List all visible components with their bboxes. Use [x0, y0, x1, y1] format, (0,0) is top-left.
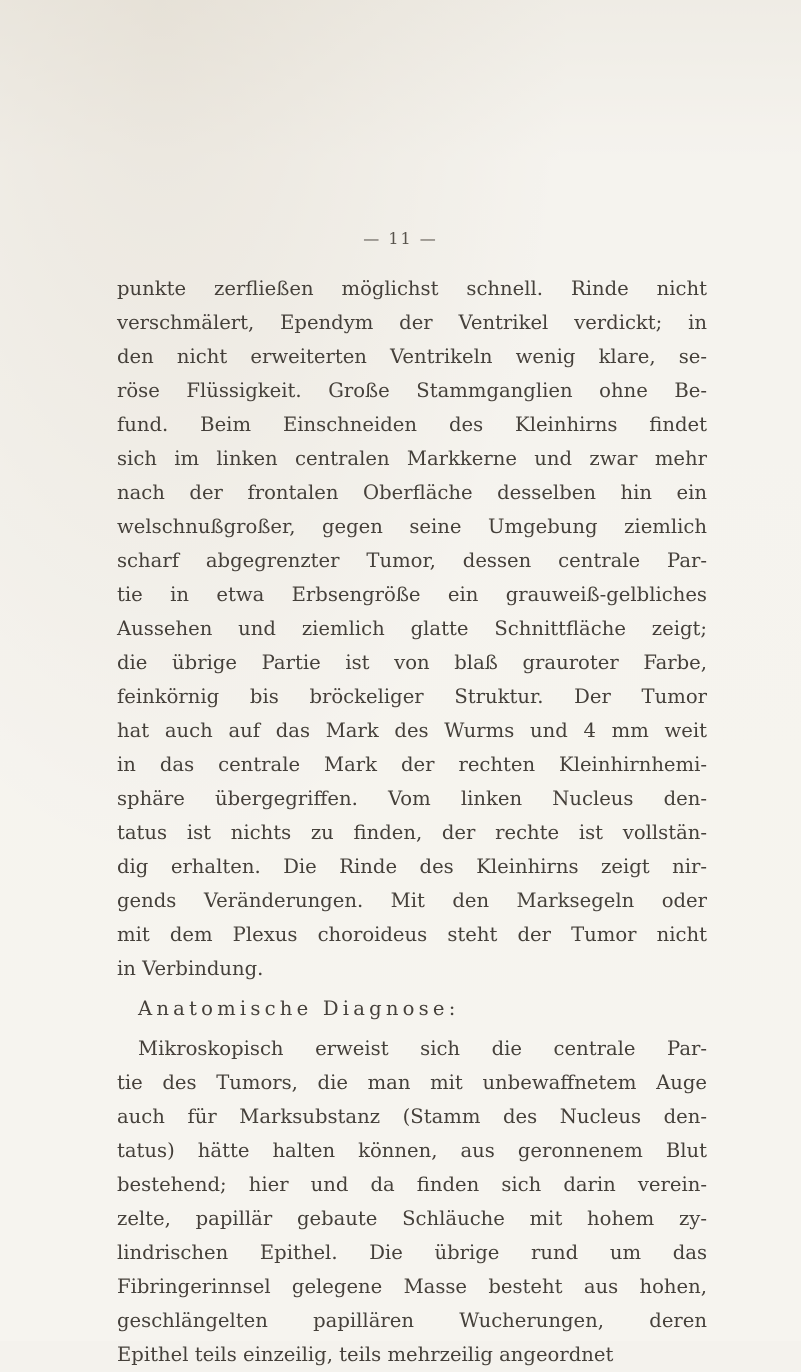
text-line: tatus) hätte halten können, aus geronnenem Blut: [117, 1139, 707, 1162]
paragraph-2: [117, 1032, 707, 1372]
text-line: hat auch auf das Mark des Wurms und 4 mm weit: [117, 719, 707, 742]
text-line: lindrischen Epithel. Die übrige rund um das: [117, 1241, 707, 1264]
text-line: welschnußgroßer, gegen seine Umgebung ziemlich: [117, 515, 707, 538]
text-line: fund. Beim Einschneiden des Kleinhirns findet: [117, 413, 707, 436]
text-line: tie in etwa Erbsengröße ein grauweiß-gelbliches: [117, 583, 707, 606]
page-number: — 11 —: [363, 229, 438, 248]
text-line: bestehend; hier und da finden sich darin verein-: [117, 1173, 707, 1196]
text-line: geschlängelten papillären Wucherungen, deren: [117, 1309, 707, 1332]
text-line: tatus ist nichts zu finden, der rechte ist vollstän-: [117, 821, 707, 844]
paragraph-1: [117, 272, 707, 986]
text-line: feinkörnig bis bröckeliger Struktur. Der Tumor: [117, 685, 707, 708]
text-line: nach der frontalen Oberfläche desselben hin ein: [117, 481, 707, 504]
text-line: Epithel teils einzeilig, teils mehrzeilig angeordnet: [117, 1343, 614, 1366]
text-line: dig erhalten. Die Rinde des Kleinhirns zeigt nir-: [117, 855, 707, 878]
text-line: sphäre übergegriffen. Vom linken Nucleus den-: [117, 787, 707, 810]
text-line: verschmälert, Ependym der Ventrikel verdickt; in: [117, 311, 707, 334]
body-text: [117, 272, 707, 1372]
section-heading: Anatomische Diagnose:: [138, 997, 460, 1020]
text-line: Mikroskopisch erweist sich die centrale Par-: [138, 1037, 707, 1060]
text-line: sich im linken centralen Markkerne und zwar mehr: [117, 447, 707, 470]
text-line: röse Flüssigkeit. Große Stammganglien ohne Be-: [117, 379, 707, 402]
text-line: den nicht erweiterten Ventrikeln wenig klare, se-: [117, 345, 707, 368]
text-line: punkte zerfließen möglichst schnell. Rinde nicht: [117, 277, 707, 300]
text-line: Aussehen und ziemlich glatte Schnittfläche zeigt;: [117, 617, 707, 640]
text-line: in das centrale Mark der rechten Kleinhirnhemi-: [117, 753, 707, 776]
text-line: scharf abgegrenzter Tumor, dessen centrale Par-: [117, 549, 707, 572]
text-line: Fibringerinnsel gelegene Masse besteht aus hohen,: [117, 1275, 707, 1298]
text-line: tie des Tumors, die man mit unbewaffnetem Auge: [117, 1071, 707, 1094]
text-line: in Verbindung.: [117, 957, 264, 980]
text-line: gends Veränderungen. Mit den Marksegeln oder: [117, 889, 707, 912]
text-line: die übrige Partie ist von blaß grauroter Farbe,: [117, 651, 707, 674]
text-line: zelte, papillär gebaute Schläuche mit hohem zy-: [117, 1207, 707, 1230]
text-line: auch für Marksubstanz (Stamm des Nucleus den-: [117, 1105, 707, 1128]
text-line: mit dem Plexus choroideus steht der Tumor nicht: [117, 923, 707, 946]
